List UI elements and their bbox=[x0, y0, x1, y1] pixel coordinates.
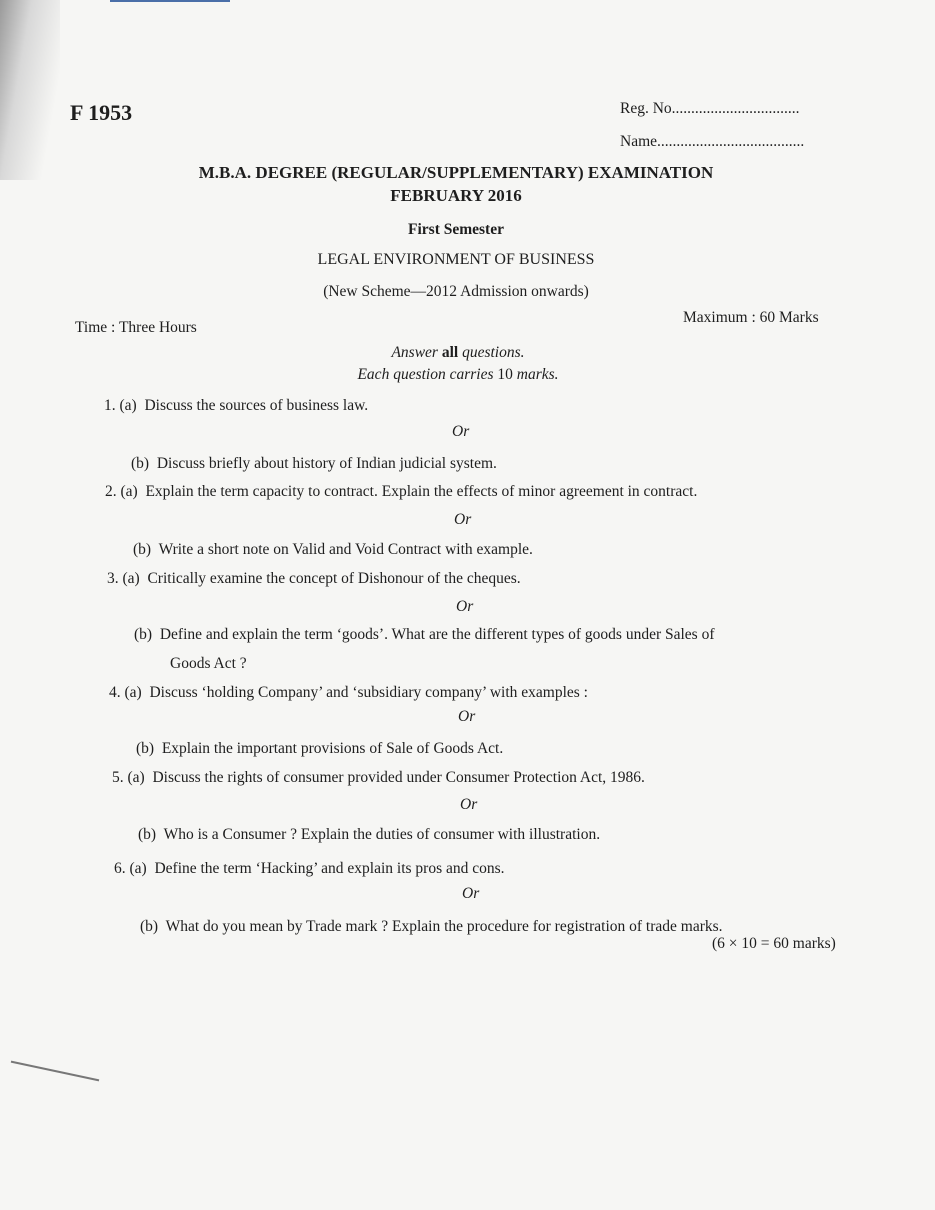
text: marks. bbox=[516, 366, 559, 383]
q-text: What do you mean by Trade mark ? Explain the procedure for registration of trade marks. bbox=[165, 918, 723, 935]
or-divider: Or bbox=[454, 511, 472, 528]
part: (b) bbox=[138, 826, 157, 843]
question-6a bbox=[114, 860, 505, 878]
q-text: Explain the term capacity to contract. Explain the effects of minor agreement in contract. bbox=[145, 483, 698, 500]
question-4b bbox=[136, 740, 503, 758]
q-text: Define the term ‘Hacking’ and explain its pros and cons. bbox=[154, 860, 505, 877]
q-text: Write a short note on Valid and Void Contract with example. bbox=[158, 541, 533, 558]
time: Time : Three Hours bbox=[75, 319, 197, 336]
question-5b bbox=[138, 826, 600, 844]
scan-edge bbox=[110, 0, 230, 2]
part: (a) bbox=[120, 483, 138, 500]
text: Each question carries bbox=[357, 366, 494, 383]
text: Answer bbox=[391, 344, 438, 361]
question-1b bbox=[131, 455, 497, 473]
part: (b) bbox=[134, 626, 153, 643]
max-marks: Maximum : 60 Marks bbox=[683, 309, 819, 326]
part: (b) bbox=[133, 541, 152, 558]
text: questions. bbox=[462, 344, 525, 361]
q-num: 1. bbox=[104, 397, 116, 414]
or-divider: Or bbox=[456, 598, 474, 615]
part: (b) bbox=[131, 455, 150, 472]
part: (b) bbox=[136, 740, 155, 757]
question-3a bbox=[107, 570, 521, 588]
q-text: Discuss ‘holding Company’ and ‘subsidiary company’ with examples : bbox=[149, 684, 588, 701]
exam-date: FEBRUARY 2016 bbox=[390, 186, 522, 205]
name-field: Name...................................... bbox=[620, 133, 805, 150]
q-text: Define and explain the term ‘goods’. What are the different types of goods under Sales of bbox=[159, 626, 715, 643]
total-marks: (6 × 10 = 60 marks) bbox=[712, 935, 836, 952]
q-num: 2. bbox=[105, 483, 117, 500]
q-text: Explain the important provisions of Sale of Goods Act. bbox=[161, 740, 504, 757]
reg-no-field: Reg. No................................. bbox=[620, 100, 800, 117]
q-text: Critically examine the concept of Dishonour of the cheques. bbox=[147, 570, 521, 587]
semester: First Semester bbox=[408, 221, 504, 238]
question-4a bbox=[109, 684, 588, 702]
q-num: 5. bbox=[112, 769, 124, 786]
part: (b) bbox=[140, 918, 159, 935]
part: (a) bbox=[124, 684, 142, 701]
question-5a bbox=[112, 769, 645, 787]
question-3b-cont: Goods Act ? bbox=[170, 655, 247, 672]
text: all bbox=[441, 344, 459, 361]
question-2a bbox=[105, 483, 697, 501]
q-text: Discuss the sources of business law. bbox=[144, 397, 369, 414]
instruction-answer bbox=[391, 344, 524, 362]
or-divider: Or bbox=[460, 796, 478, 813]
part: (a) bbox=[129, 860, 147, 877]
part: (a) bbox=[127, 769, 145, 786]
q-num: 6. bbox=[114, 860, 126, 877]
scheme: (New Scheme—2012 Admission onwards) bbox=[323, 283, 589, 300]
instruction-marks bbox=[357, 366, 558, 384]
or-divider: Or bbox=[458, 708, 476, 725]
text: 10 bbox=[497, 366, 513, 383]
subject: LEGAL ENVIRONMENT OF BUSINESS bbox=[317, 251, 595, 268]
or-divider: Or bbox=[452, 423, 470, 440]
q-num: 4. bbox=[109, 684, 121, 701]
part: (a) bbox=[119, 397, 137, 414]
q-text: Discuss briefly about history of Indian judicial system. bbox=[156, 455, 497, 472]
paper-code: F 1953 bbox=[70, 100, 133, 125]
scan-streak bbox=[11, 1061, 99, 1082]
question-6b bbox=[140, 918, 723, 936]
question-1a bbox=[104, 397, 368, 415]
or-divider: Or bbox=[462, 885, 480, 902]
scan-shadow bbox=[0, 0, 60, 180]
part: (a) bbox=[122, 570, 140, 587]
q-text: Who is a Consumer ? Explain the duties of consumer with illustration. bbox=[163, 826, 601, 843]
q-text: Discuss the rights of consumer provided under Consumer Protection Act, 1986. bbox=[152, 769, 645, 786]
exam-title: M.B.A. DEGREE (REGULAR/SUPPLEMENTARY) EXAMINATION bbox=[198, 163, 714, 182]
question-3b bbox=[134, 626, 715, 644]
q-num: 3. bbox=[107, 570, 119, 587]
question-2b bbox=[133, 541, 533, 559]
